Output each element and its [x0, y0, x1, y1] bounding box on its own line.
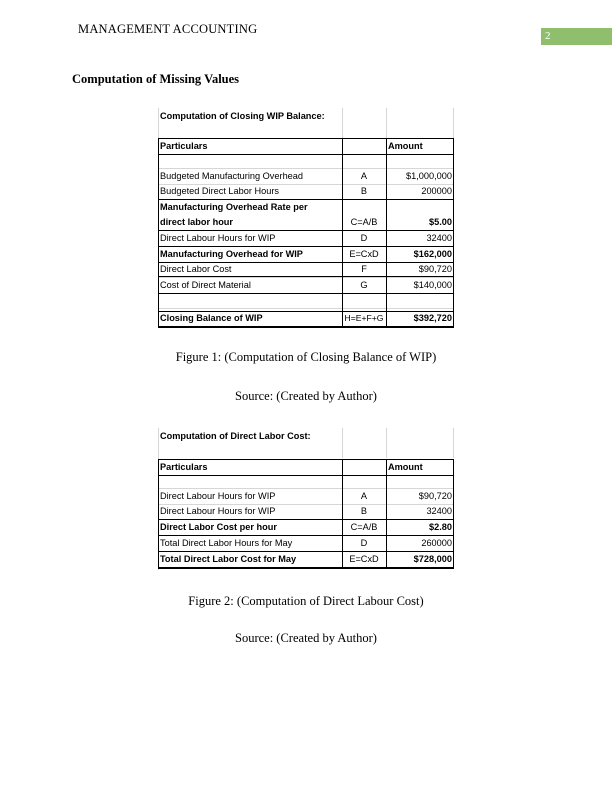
row-amount: $90,720: [418, 491, 452, 501]
row-formula: E=CxD: [349, 554, 379, 564]
table-title-row: [158, 109, 454, 124]
row-particular: Manufacturing Overhead Rate per: [160, 202, 308, 212]
row-formula: B: [360, 506, 368, 516]
column-header-particulars: Particulars: [160, 141, 208, 151]
table-header-row: [158, 460, 454, 475]
row-formula: A: [360, 491, 368, 501]
row-formula: C=A/B: [350, 522, 378, 532]
row-particular: Direct Labour Hours for WIP: [160, 506, 276, 516]
row-particular-continued: direct labor hour: [160, 217, 233, 227]
row-amount: $1,000,000: [406, 171, 452, 181]
table-total-row: [158, 311, 454, 326]
table-title: Computation of Direct Labor Cost:: [160, 431, 311, 441]
total-particular: Closing Balance of WIP: [160, 313, 263, 323]
figure1-source: Source: (Created by Author): [235, 389, 377, 403]
table-total-row: [158, 552, 454, 567]
row-particular: Direct Labor Cost per hour: [160, 522, 277, 532]
figure2-source: Source: (Created by Author): [235, 631, 377, 645]
figure1-caption: Figure 1: (Computation of Closing Balance of WIP): [175, 350, 437, 364]
table-row: [158, 184, 454, 199]
row-particular: Direct Labour Hours for WIP: [160, 233, 276, 243]
row-amount: 200000: [421, 186, 452, 196]
column-header-amount: Amount: [388, 141, 423, 151]
closing-wip-table: [158, 108, 454, 328]
table-row: [158, 169, 454, 184]
row-formula: D: [360, 538, 368, 548]
row-amount: 260000: [421, 538, 452, 548]
row-particular: Cost of Direct Material: [160, 280, 251, 290]
row-formula: F: [361, 264, 367, 274]
table-title-row: [158, 429, 454, 444]
row-formula: D: [360, 233, 368, 243]
running-header: MANAGEMENT ACCOUNTING: [78, 22, 258, 36]
row-amount: $90,720: [418, 264, 452, 274]
table-row: [158, 247, 454, 262]
direct-labor-cost-table: [158, 428, 454, 570]
table-row: [158, 200, 454, 230]
total-amount: $392,720: [413, 313, 452, 323]
table-row: [158, 278, 454, 293]
table-row: [158, 520, 454, 535]
row-formula: C=A/B: [350, 217, 378, 227]
row-particular: Total Direct Labor Hours for May: [160, 538, 293, 548]
section-heading: Computation of Missing Values: [72, 72, 240, 86]
column-header-amount: Amount: [388, 462, 423, 472]
row-formula: G: [360, 280, 368, 290]
row-amount: $2.80: [429, 522, 452, 532]
column-header-particulars: Particulars: [160, 462, 208, 472]
row-amount: $140,000: [413, 280, 452, 290]
page-number-badge: 2: [541, 28, 612, 45]
row-amount: 32400: [426, 506, 452, 516]
row-particular: Manufacturing Overhead for WIP: [160, 249, 303, 259]
table-row: [158, 504, 454, 519]
row-particular: Direct Labour Hours for WIP: [160, 491, 276, 501]
table-row: [158, 262, 454, 277]
row-formula: A: [360, 171, 368, 181]
row-formula: E=CxD: [349, 249, 379, 259]
total-formula: H=E+F+G: [344, 313, 384, 323]
row-amount: $728,000: [413, 554, 452, 564]
table-title: Computation of Closing WIP Balance:: [160, 111, 325, 121]
row-particular: Budgeted Manufacturing Overhead: [160, 171, 304, 181]
row-formula: B: [360, 186, 368, 196]
table-row: [158, 489, 454, 504]
table-header-row: [158, 139, 454, 154]
row-amount: $5.00: [429, 217, 452, 227]
row-particular: Total Direct Labor Cost for May: [160, 554, 297, 564]
table-row: [158, 231, 454, 246]
row-particular: Budgeted Direct Labor Hours: [160, 186, 279, 196]
table-row: [158, 536, 454, 551]
row-particular: Direct Labor Cost: [160, 264, 232, 274]
row-amount: $162,000: [413, 249, 452, 259]
row-amount: 32400: [426, 233, 452, 243]
figure2-caption: Figure 2: (Computation of Direct Labour Cost): [188, 594, 424, 608]
